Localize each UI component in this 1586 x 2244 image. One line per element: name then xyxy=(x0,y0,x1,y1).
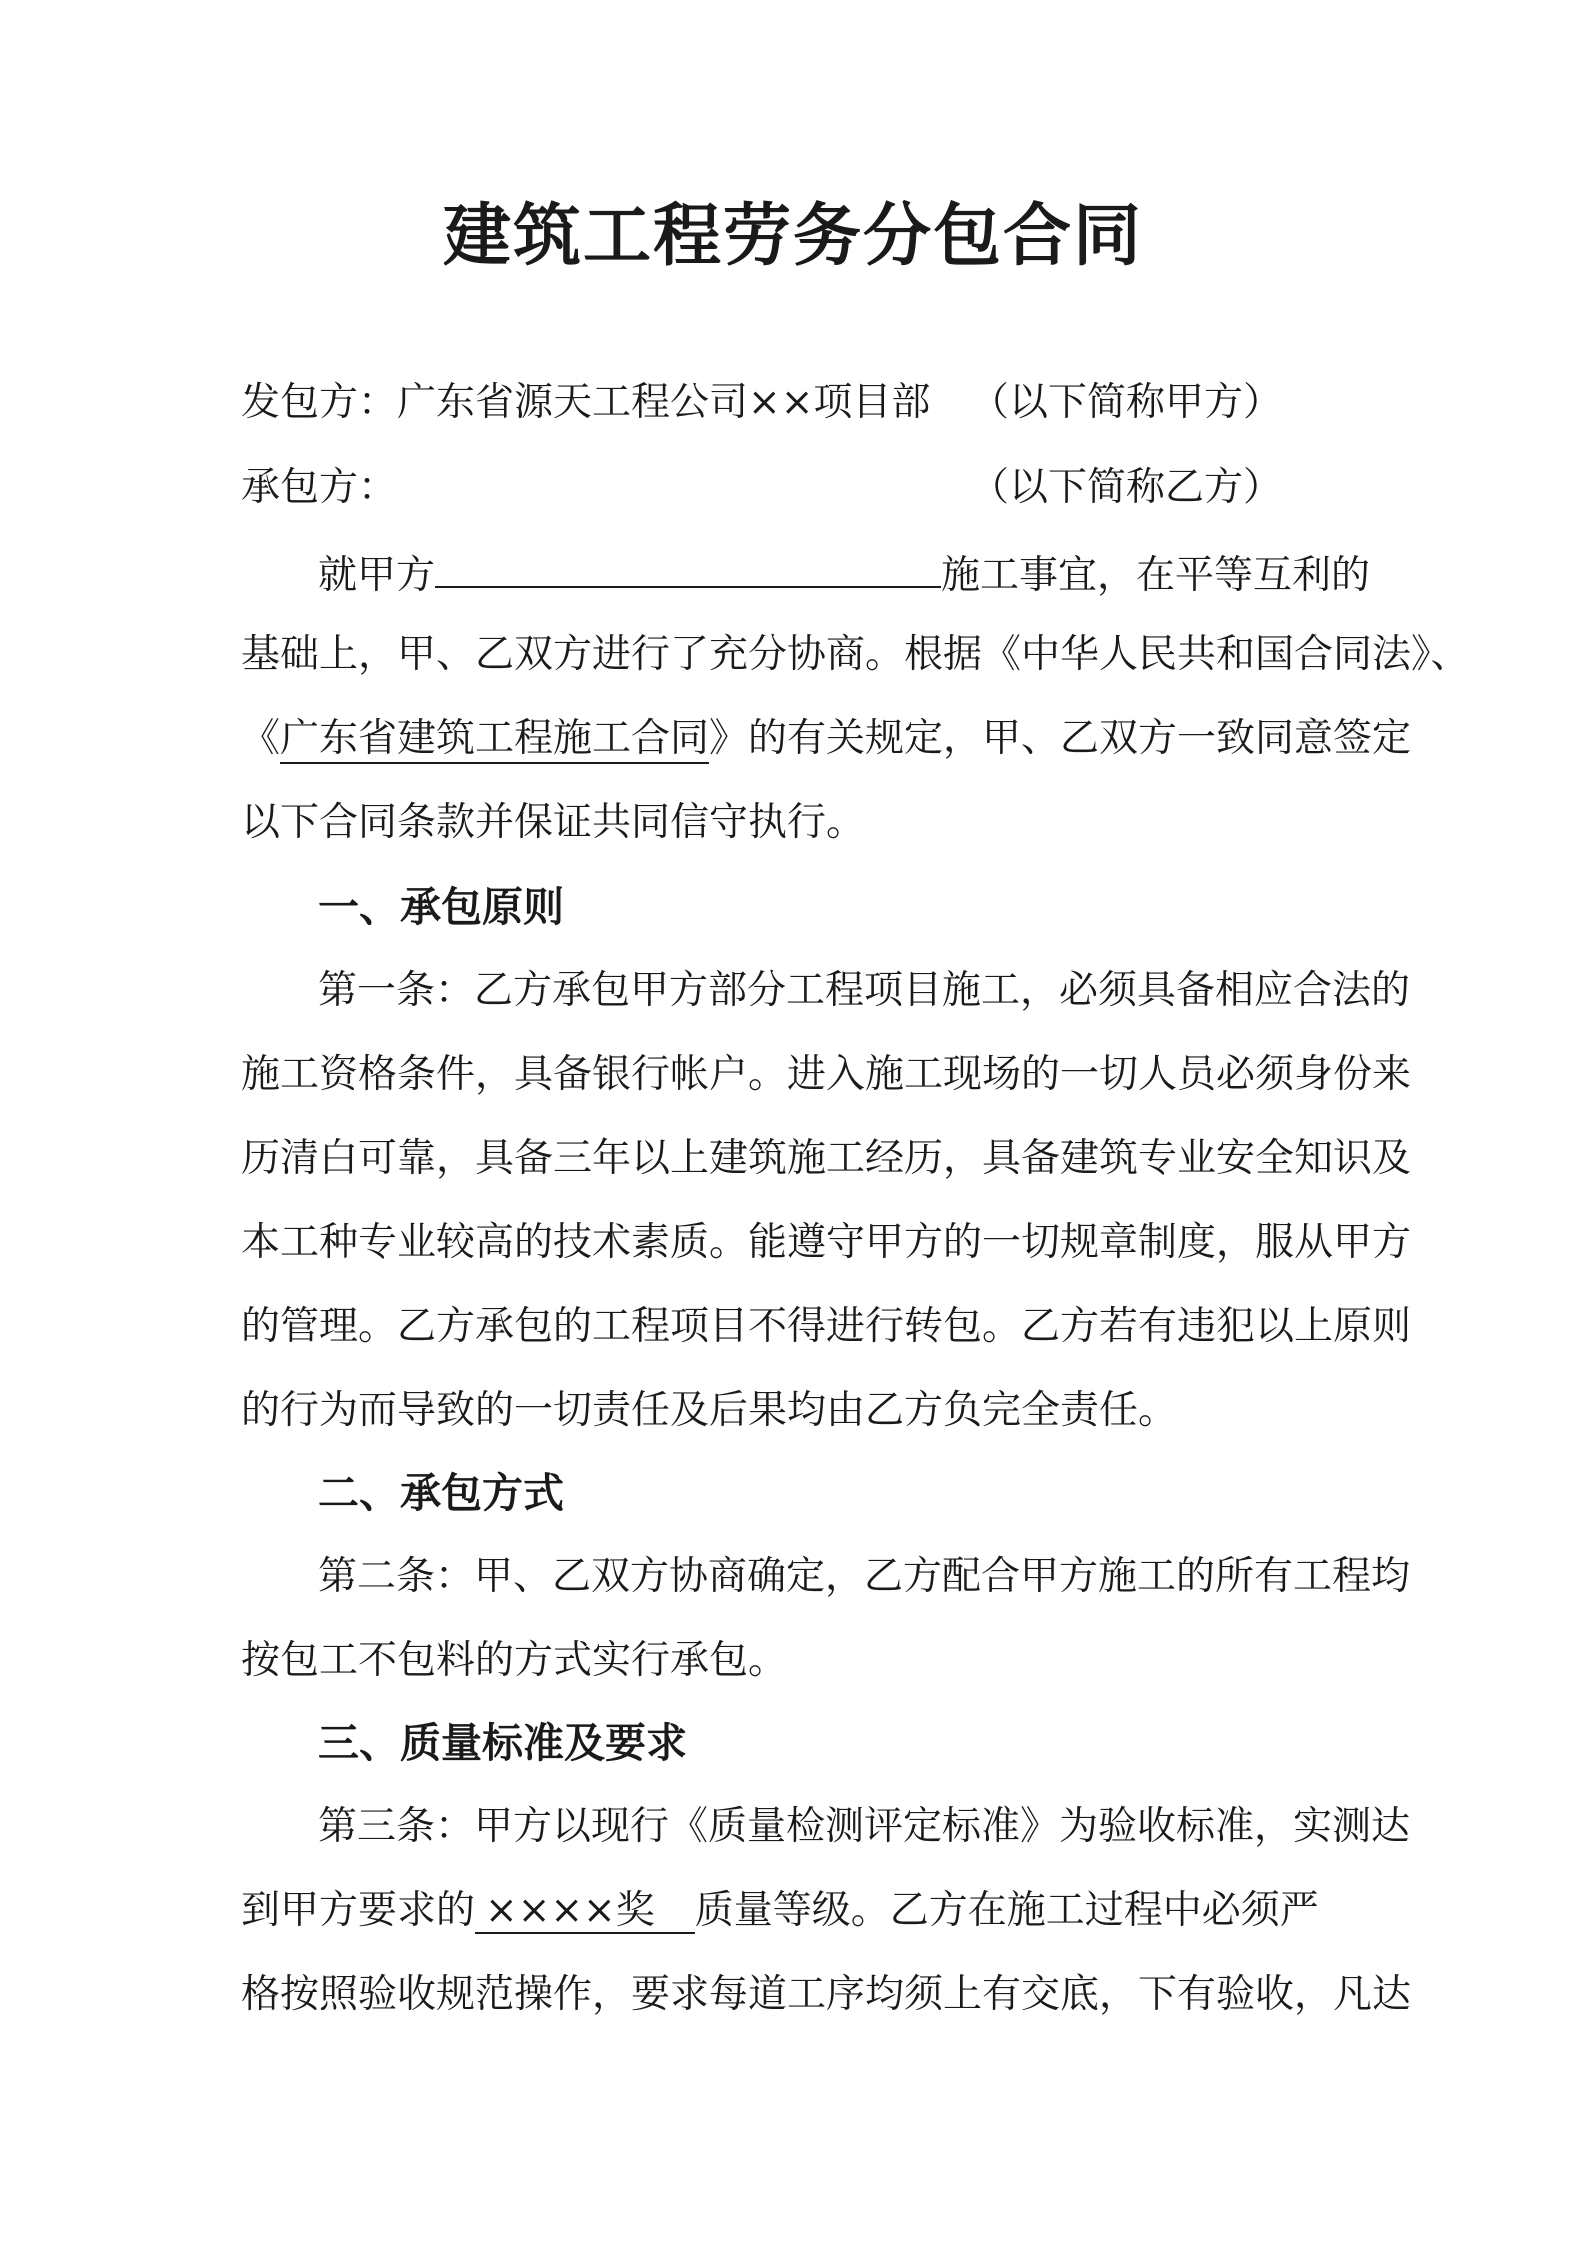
intro-line-3 xyxy=(241,714,1412,764)
section-3-line-3: 格按照验收规范操作，要求每道工序均须上有交底，下有验收，凡达 xyxy=(241,1972,1412,2017)
intro-line-1-b: 施工事宜，在平等互利的 xyxy=(941,553,1371,598)
section-1-line-2: 施工资格条件，具备银行帐户。进入施工现场的一切人员必须身份来 xyxy=(241,1052,1412,1097)
intro-line-1-a: 就甲方 xyxy=(318,553,436,598)
party-b-note: （以下简称乙方） xyxy=(970,465,1283,510)
section-3-line-1: 第三条：甲方以现行《质量检测评定标准》为验收标准，实测达 xyxy=(318,1804,1411,1849)
intro-line-2: 基础上，甲、乙双方进行了充分协商。根据《中华人民共和国合同法》、 xyxy=(241,632,1470,677)
section-1-line-1: 第一条：乙方承包甲方部分工程项目施工，必须具备相应合法的 xyxy=(318,968,1411,1013)
section-3-line-2-b: 质量等级。乙方在施工过程中必须严 xyxy=(694,1888,1319,1933)
section-3-heading: 三、质量标准及要求 xyxy=(318,1719,687,1767)
section-1-heading: 一、承包原则 xyxy=(318,883,564,931)
project-name-blank xyxy=(435,546,941,588)
intro-line-3-open: 《 xyxy=(241,716,281,761)
intro-line-3-rest: 》的有关规定，甲、乙双方一致同意签定 xyxy=(709,716,1412,761)
cited-regulation: 广东省建筑工程施工合同 xyxy=(280,716,709,764)
section-2-heading: 二、承包方式 xyxy=(318,1469,564,1517)
party-a-note: （以下简称甲方） xyxy=(970,380,1283,425)
section-2-line-2: 按包工不包料的方式实行承包。 xyxy=(241,1638,788,1683)
document-title: 建筑工程劳务分包合同 xyxy=(442,196,1143,276)
party-a-label: 发包方： xyxy=(241,380,398,425)
section-1-line-3: 历清白可靠，具备三年以上建筑施工经历，具备建筑专业安全知识及 xyxy=(241,1136,1412,1181)
party-b-label: 承包方： xyxy=(241,465,398,510)
section-1-line-5: 的管理。乙方承包的工程项目不得进行转包。乙方若有违犯以上原则 xyxy=(241,1304,1412,1349)
section-3-line-2-a: 到甲方要求的 xyxy=(241,1888,476,1933)
party-a-name: 广东省源天工程公司××项目部 xyxy=(397,380,931,425)
section-1-line-4: 本工种专业较高的技术素质。能遵守甲方的一切规章制度，服从甲方 xyxy=(241,1220,1412,1265)
intro-line-4: 以下合同条款并保证共同信守执行。 xyxy=(241,800,866,845)
section-1-line-6: 的行为而导致的一切责任及后果均由乙方负完全责任。 xyxy=(241,1388,1178,1433)
quality-award-fill: ××××奖 xyxy=(475,1886,695,1934)
intro-line-1 xyxy=(318,546,1371,601)
section-3-line-2 xyxy=(241,1886,1351,1936)
section-2-line-1: 第二条：甲、乙双方协商确定，乙方配合甲方施工的所有工程均 xyxy=(318,1554,1411,1599)
